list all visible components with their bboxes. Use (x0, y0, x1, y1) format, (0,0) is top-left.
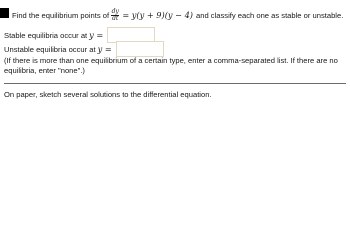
stable-label: Stable equilibria occur at (4, 30, 88, 40)
question-line (12, 8, 348, 22)
differential-equation (111, 9, 193, 22)
section-divider (4, 83, 346, 84)
derivative-numerator: dy (111, 7, 119, 15)
question-prefix: Find the equilibrium points of (12, 10, 110, 20)
unstable-answer-row (4, 42, 164, 56)
instructions-text: (If there is more than one equilibrium of a certain type, enter a comma-separated list. If there are no equilibria, enter "none".) (4, 56, 338, 75)
stable-answer-row (4, 28, 155, 42)
problem-marker (0, 8, 9, 18)
equation-rhs: = y(y + 9)(y − 4) (122, 10, 193, 20)
unstable-variable: y = (97, 44, 112, 54)
question-suffix: and classify each one as stable or unstable. (196, 10, 344, 20)
derivative-denominator: dt (112, 14, 119, 22)
stable-variable: y = (89, 30, 104, 40)
unstable-equilibria-input[interactable] (116, 41, 164, 57)
problem-panel (0, 0, 350, 107)
derivative-fraction (111, 9, 119, 22)
sketch-prompt: On paper, sketch several solutions to the differential equation. (4, 90, 212, 99)
unstable-label: Unstable equilibria occur at (4, 44, 96, 54)
